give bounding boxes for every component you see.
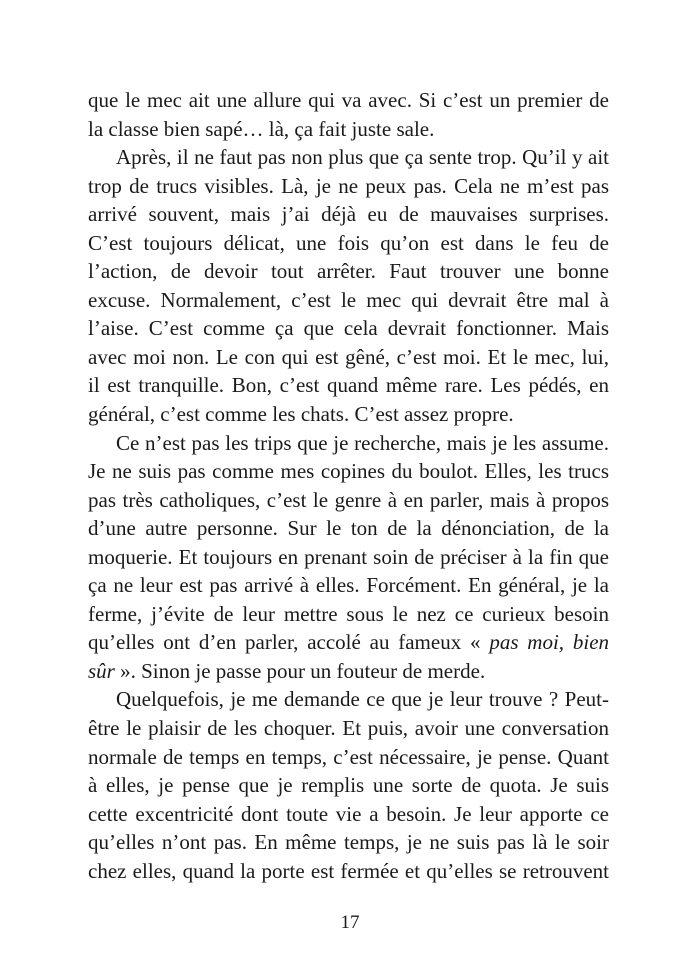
text-line: l’aise. C’est comme ça que cela devrait fonctionner. Mais bbox=[88, 316, 609, 341]
text-line bbox=[88, 628, 609, 657]
text-line bbox=[88, 657, 609, 686]
paragraph bbox=[88, 429, 609, 686]
paragraph bbox=[88, 143, 609, 428]
text-line: d’une autre personne. Sur le ton de la dénonciation, de la bbox=[88, 516, 609, 541]
text-line: que le mec ait une allure qui va avec. Si c’est un premier de bbox=[88, 88, 609, 112]
text-line: Après, il ne faut pas non plus que ça sente trop. Qu’il y ait bbox=[116, 145, 609, 170]
text-line: ça ne leur est pas arrivé à elles. Forcément. En général, je la bbox=[88, 573, 609, 598]
text-line: Je ne suis pas comme mes copines du boulot. Elles, les trucs bbox=[88, 459, 609, 484]
text-line: trop de trucs visibles. Là, je ne peux pas. Cela ne m’est pas bbox=[88, 173, 609, 198]
text-line: moquerie. Et toujours en prenant soin de préciser à la fin que bbox=[88, 544, 609, 569]
text-line: avec moi non. Le con qui est gêné, c’est moi. Et le mec, lui, bbox=[88, 344, 609, 369]
paragraph bbox=[88, 685, 609, 885]
text-line: qu’elles n’ont pas. En même temps, je ne suis pas là le soir bbox=[88, 830, 609, 855]
italic-text: pas moi, bien bbox=[489, 630, 610, 655]
page-number: 17 bbox=[340, 912, 360, 933]
text-line: être le plaisir de les choquer. Et puis, avoir une conversation bbox=[88, 716, 609, 741]
text-line: chez elles, quand la porte est fermée et qu’elles se retrouvent bbox=[88, 858, 609, 883]
text-line: ferme, j’évite de leur mettre sous le nez ce curieux besoin bbox=[88, 601, 609, 626]
text-line: arrivé souvent, mais j’ai déjà eu de mauvaises surprises. bbox=[88, 202, 609, 227]
text-segment: qu’elles ont d’en parler, accolé au fameux « bbox=[88, 630, 490, 655]
paragraph bbox=[88, 86, 609, 143]
page-body bbox=[88, 86, 609, 885]
text-line: cette excentricité dont toute vie a besoin. Je leur apporte ce bbox=[88, 801, 609, 826]
text-line: l’action, de devoir tout arrêter. Faut trouver une bonne bbox=[88, 259, 609, 284]
text-line: normale de temps en temps, c’est nécessaire, je pense. Quant bbox=[88, 744, 609, 769]
text-line: excuse. Normalement, c’est le mec qui devrait être mal à bbox=[88, 287, 609, 312]
text-line: la classe bien sapé… là, ça fait juste sale. bbox=[88, 116, 435, 141]
text-line: à elles, je pense que je remplis une sorte de quota. Je suis bbox=[88, 773, 609, 798]
text-line: Ce n’est pas les trips que je recherche, mais je les assume. bbox=[116, 430, 609, 455]
text-line: C’est toujours délicat, une fois qu’on est dans le feu de bbox=[88, 230, 609, 255]
text-line: il est tranquille. Bon, c’est quand même rare. Les pédés, en bbox=[88, 373, 609, 398]
text-line: Quelquefois, je me demande ce que je leur trouve ? Peut- bbox=[116, 687, 609, 712]
text-line: général, c’est comme les chats. C’est assez propre. bbox=[88, 402, 514, 427]
italic-text: sûr bbox=[88, 658, 115, 683]
text-line: pas très catholiques, c’est le genre à en parler, mais à propos bbox=[88, 487, 609, 512]
text-segment: ». Sinon je passe pour un fouteur de merde. bbox=[114, 658, 486, 683]
